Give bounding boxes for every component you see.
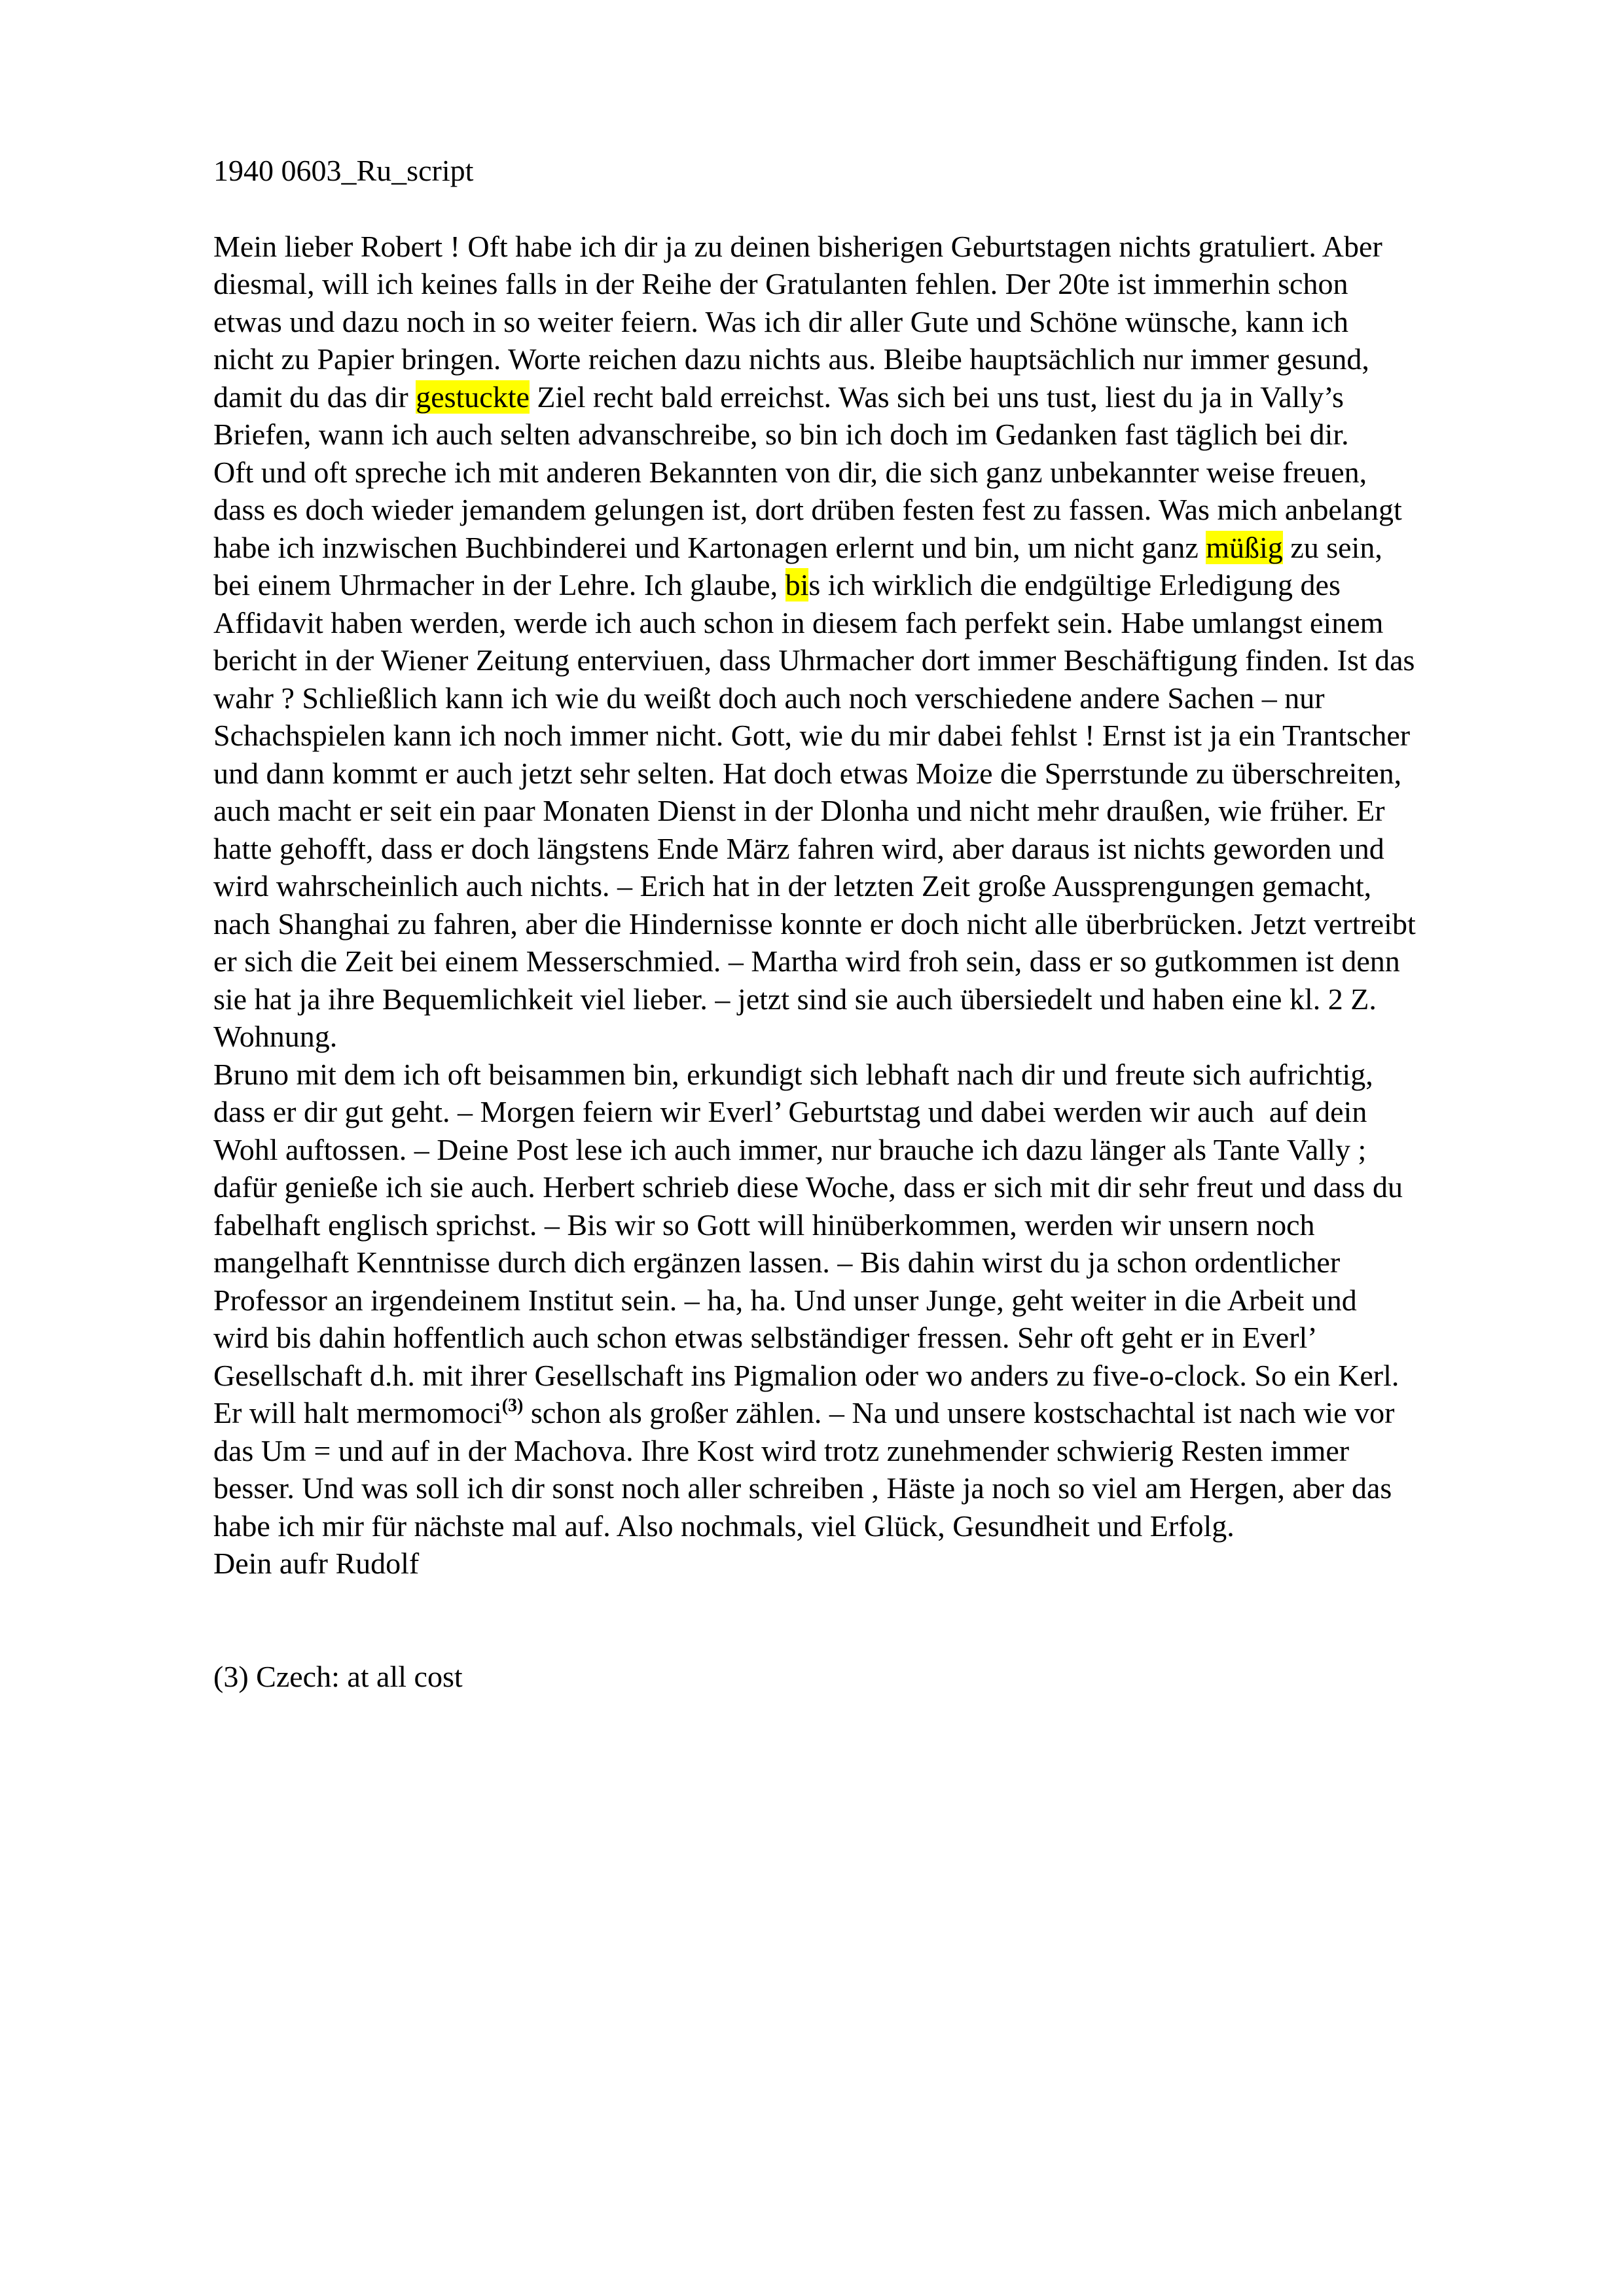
letter-line bbox=[213, 1282, 1562, 1319]
letter-body bbox=[213, 228, 1562, 1583]
line-text: damit du das dir bbox=[213, 380, 416, 414]
letter-line bbox=[213, 378, 1562, 416]
line-text: Bruno mit dem ich oft beisammen bin, erkundigt sich lebhaft nach dir und freute sich aufrichtig, bbox=[213, 1057, 1373, 1091]
letter-line bbox=[213, 1018, 1562, 1056]
letter-line bbox=[213, 980, 1562, 1018]
highlighted-word: müßig bbox=[1206, 530, 1283, 564]
letter-line bbox=[213, 641, 1562, 679]
letter-line bbox=[213, 265, 1562, 303]
letter-line bbox=[213, 454, 1562, 492]
line-text: fabelhaft englisch sprichst. – Bis wir so Gott will hinüberkommen, werden wir unsern noch bbox=[213, 1208, 1315, 1242]
line-text: Mein lieber Robert ! Oft habe ich dir ja zu deinen bisherigen Geburtstagen nichts gratuliert. Aber bbox=[213, 229, 1382, 263]
letter-line bbox=[213, 1206, 1562, 1244]
document-content bbox=[213, 152, 1562, 1695]
letter-line bbox=[213, 905, 1562, 943]
line-text: und dann kommt er auch jetzt sehr selten. Hat doch etwas Moize die Sperrstunde zu überschreiten, bbox=[213, 756, 1402, 790]
letter-line bbox=[213, 1168, 1562, 1206]
line-text: habe ich inzwischen Buchbinderei und Kartonagen erlernt und bin, um nicht ganz bbox=[213, 530, 1206, 564]
letter-line bbox=[213, 1319, 1562, 1357]
highlighted-word: bi bbox=[785, 568, 809, 601]
line-text: nicht zu Papier bringen. Worte reichen dazu nichts aus. Bleibe hauptsächlich nur immer gesund, bbox=[213, 342, 1369, 376]
letter-line bbox=[213, 1432, 1562, 1470]
letter-line bbox=[213, 1131, 1562, 1169]
letter-line bbox=[213, 717, 1562, 755]
line-text: bericht in der Wiener Zeitung enterviuen, dass Uhrmacher dort immer Beschäftigung finden. Ist das bbox=[213, 643, 1415, 677]
letter-line bbox=[213, 604, 1562, 642]
letter-line bbox=[213, 340, 1562, 378]
line-text: Dein aufr Rudolf bbox=[213, 1547, 420, 1580]
line-text: er sich die Zeit bei einem Messerschmied. – Martha wird froh sein, dass er so gutkommen ist denn bbox=[213, 944, 1400, 978]
line-text: Ziel recht bald erreichst. Was sich bei uns tust, liest du ja in Vally’s bbox=[529, 380, 1344, 414]
letter-line bbox=[213, 792, 1562, 830]
letter-line bbox=[213, 529, 1562, 567]
line-text: habe ich mir für nächste mal auf. Also nochmals, viel Glück, Gesundheit und Erfolg. bbox=[213, 1509, 1235, 1543]
line-text: dass er dir gut geht. – Morgen feiern wir Everl’ Geburtstag und dabei werden wir auch auf dein bbox=[213, 1095, 1367, 1128]
letter-line bbox=[213, 1244, 1562, 1282]
letter-line bbox=[213, 491, 1562, 529]
line-text: das Um = und auf in der Machova. Ihre Kost wird trotz zunehmender schwierig Resten immer bbox=[213, 1433, 1350, 1467]
letter-line bbox=[213, 1394, 1562, 1432]
line-text: Wohl auftossen. – Deine Post lese ich auch immer, nur brauche ich dazu länger als Tante Vally ; bbox=[213, 1132, 1367, 1166]
letter-line bbox=[213, 755, 1562, 793]
letter-line bbox=[213, 1357, 1562, 1395]
line-text: Briefen, wann ich auch selten advanschreibe, so bin ich doch im Gedanken fast täglich bei dir. bbox=[213, 418, 1349, 451]
line-text: etwas und dazu noch in so weiter feiern. Was ich dir aller Gute und Schöne wünsche, kann ich bbox=[213, 304, 1348, 338]
letter-line bbox=[213, 830, 1562, 868]
letter-line bbox=[213, 867, 1562, 905]
line-text: bei einem Uhrmacher in der Lehre. Ich glaube, bbox=[213, 568, 785, 601]
footnote-reference: (3) bbox=[501, 1395, 524, 1416]
line-text: Professor an irgendeinem Institut sein. – ha, ha. Und unser Junge, geht weiter in die Arbeit und bbox=[213, 1283, 1357, 1317]
letter-line bbox=[213, 228, 1562, 266]
letter-line bbox=[213, 1469, 1562, 1507]
line-text: wird wahrscheinlich auch nichts. – Erich hat in der letzten Zeit große Aussprengungen gemacht, bbox=[213, 869, 1372, 903]
line-text: schon als großer zählen. – Na und unsere kostschachtal ist nach wie vor bbox=[523, 1396, 1395, 1429]
line-text: mangelhaft Kenntnisse durch dich ergänzen lassen. – Bis dahin wirst du ja schon ordentlicher bbox=[213, 1246, 1341, 1279]
document-title: 1940 0603_Ru_script bbox=[213, 154, 474, 187]
footnote: (3) Czech: at all cost bbox=[213, 1659, 463, 1693]
line-text: wird bis dahin hoffentlich auch schon etwas selbständiger fressen. Sehr oft geht er in Everl’ bbox=[213, 1321, 1318, 1354]
line-text: besser. Und was soll ich dir sonst noch aller schreiben , Häste ja noch so viel am Hergen, aber das bbox=[213, 1471, 1392, 1505]
line-text: dafür genieße ich sie auch. Herbert schrieb diese Woche, dass er sich mit dir sehr freut und dass du bbox=[213, 1170, 1403, 1204]
line-text: nach Shanghai zu fahren, aber die Hindernisse konnte er doch nicht alle überbrücken. Jetzt vertreibt bbox=[213, 906, 1416, 941]
letter-line bbox=[213, 566, 1562, 604]
line-text: Er will halt mermomoci bbox=[213, 1396, 502, 1429]
letter-line bbox=[213, 942, 1562, 980]
line-text: dass es doch wieder jemandem gelungen ist, dort drüben festen fest zu fassen. Was mich anbelangt bbox=[213, 493, 1402, 526]
line-text: Affidavit haben werden, werde ich auch schon in diesem fach perfekt sein. Habe umlangst einem bbox=[213, 605, 1384, 639]
line-text: zu sein, bbox=[1282, 530, 1382, 564]
highlighted-word: gestuckte bbox=[416, 380, 530, 414]
letter-line bbox=[213, 1545, 1562, 1583]
spacer bbox=[213, 1583, 1562, 1658]
line-text: diesmal, will ich keines falls in der Reihe der Gratulanten fehlen. Der 20te ist immerhin schon bbox=[213, 267, 1348, 300]
line-text: Schachspielen kann ich noch immer nicht. Gott, wie du mir dabei fehlst ! Ernst ist ja ein Trantscher bbox=[213, 719, 1411, 752]
letter-line bbox=[213, 679, 1562, 717]
letter-line bbox=[213, 303, 1562, 341]
line-text: Oft und oft spreche ich mit anderen Bekannten von dir, die sich ganz unbekannter weise freuen, bbox=[213, 455, 1367, 489]
letter-line bbox=[213, 1507, 1562, 1545]
letter-line bbox=[213, 416, 1562, 454]
line-text: sie hat ja ihre Bequemlichkeit viel lieber. – jetzt sind sie auch übersiedelt und haben eine kl. 2 Z. bbox=[213, 982, 1377, 1016]
line-text: s ich wirklich die endgültige Erledigung des bbox=[808, 568, 1341, 601]
line-text: Wohnung. bbox=[213, 1020, 338, 1053]
line-text: auch macht er seit ein paar Monaten Dienst in der Dlonha und nicht mehr draußen, wie früher. Er bbox=[213, 794, 1385, 827]
line-text: Gesellschaft d.h. mit ihrer Gesellschaft ins Pigmalion oder wo anders zu five-o-clock. So ein Kerl. bbox=[213, 1358, 1399, 1392]
letter-line bbox=[213, 1056, 1562, 1094]
letter-line bbox=[213, 1093, 1562, 1131]
line-text: wahr ? Schließlich kann ich wie du weißt doch auch noch verschiedene andere Sachen – nur bbox=[213, 681, 1325, 715]
line-text: hatte gehofft, dass er doch längstens Ende März fahren wird, aber daraus ist nichts geworden und bbox=[213, 831, 1384, 865]
